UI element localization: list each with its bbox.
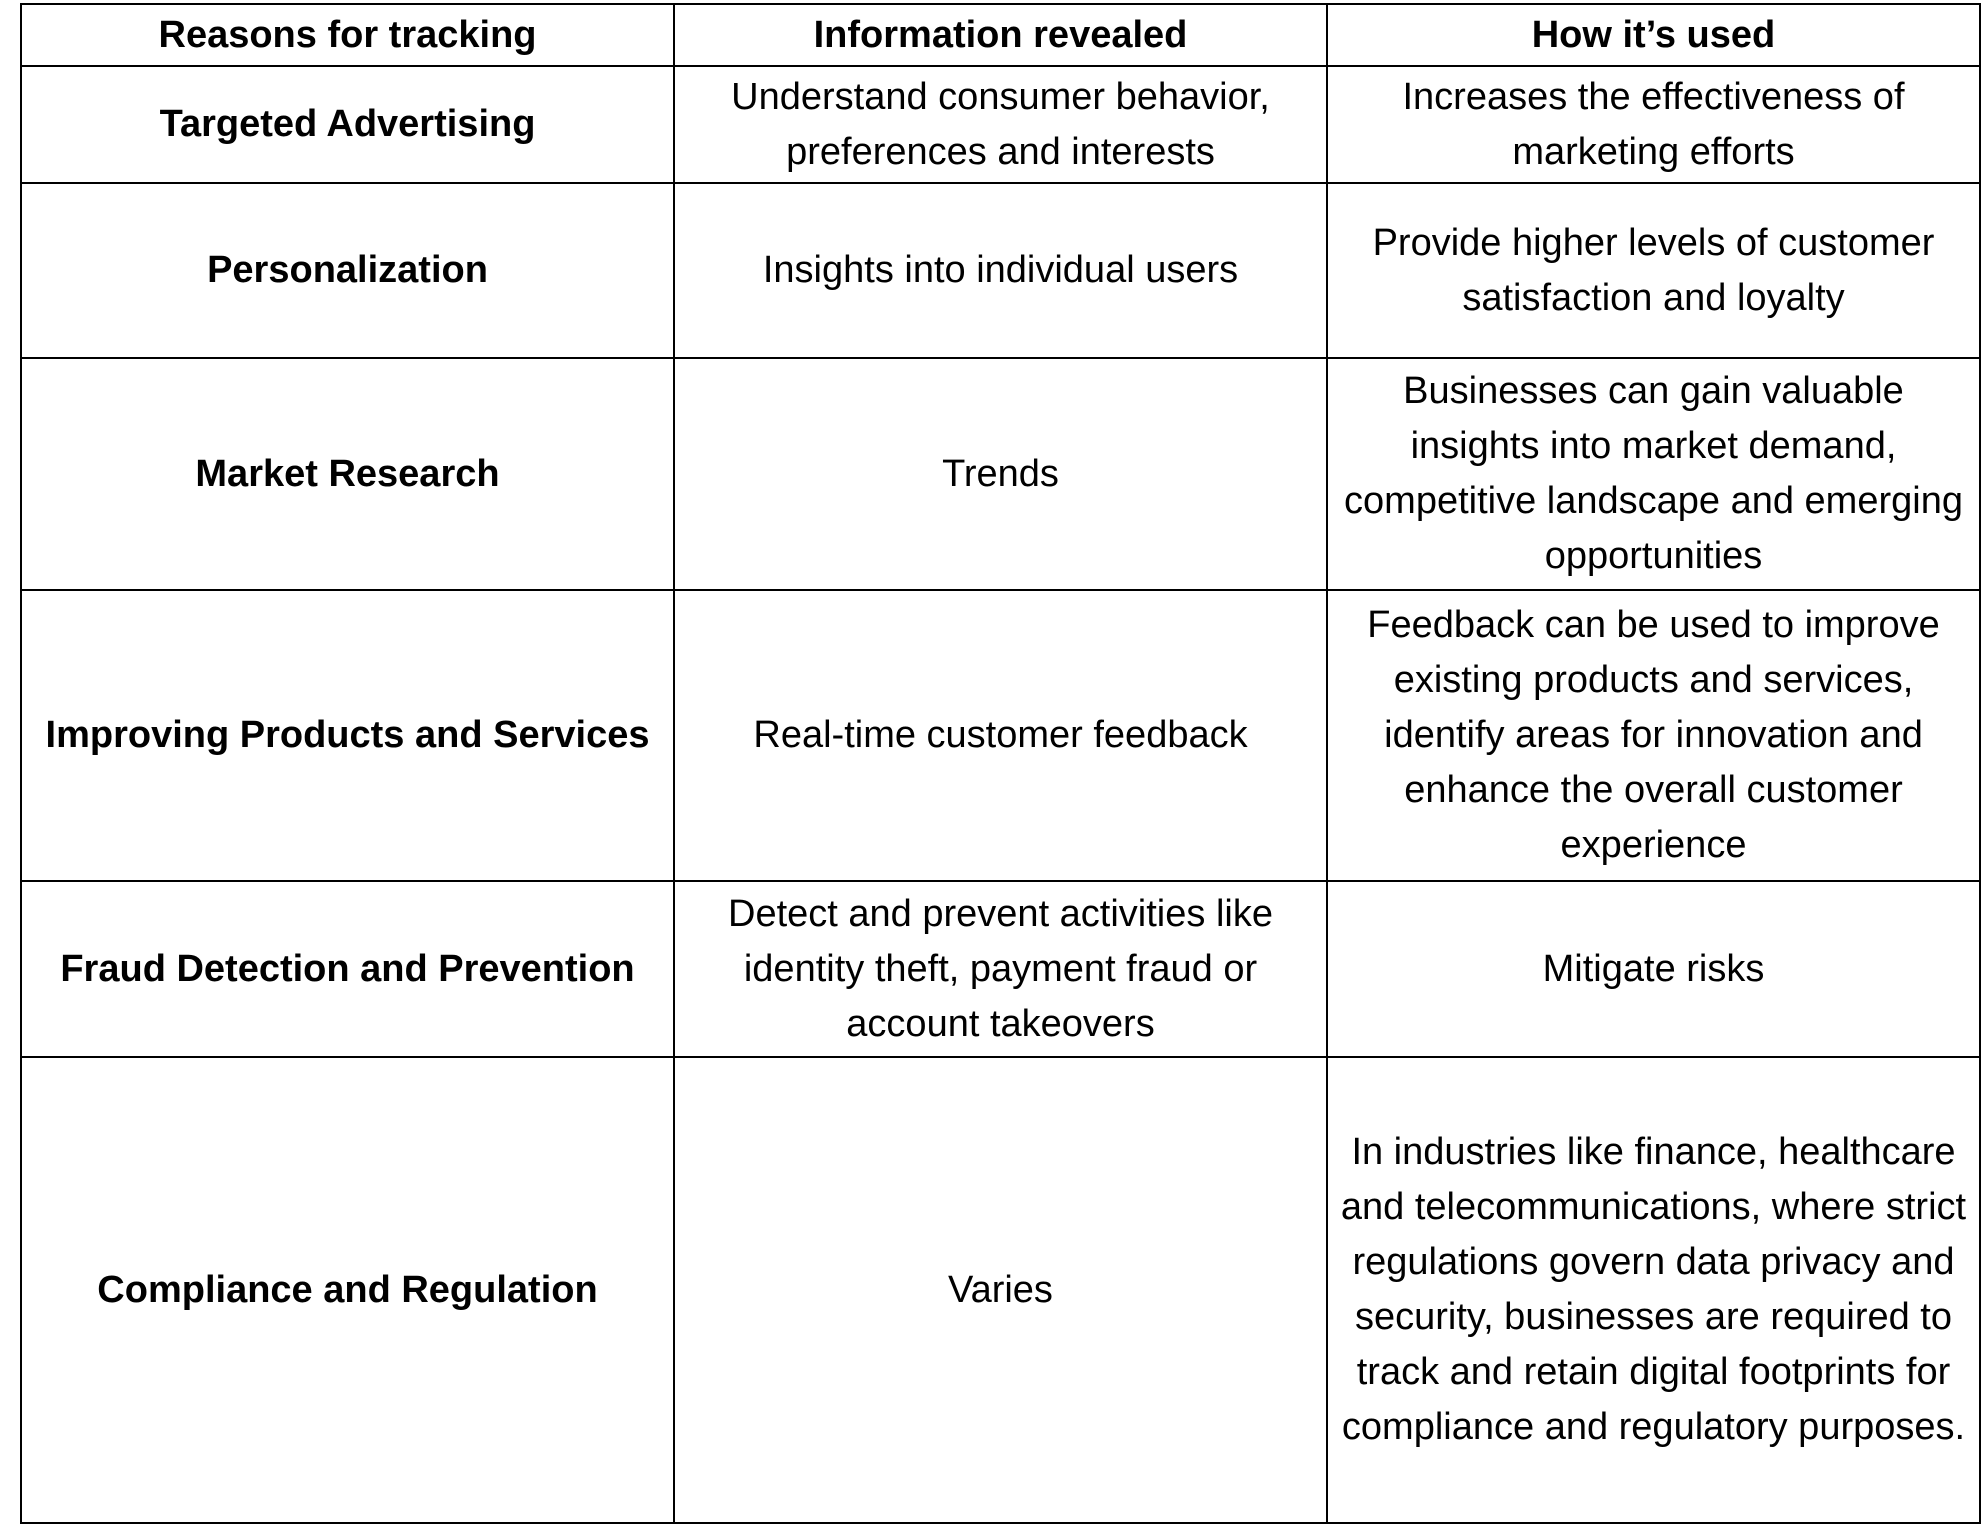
table-row	[21, 358, 1980, 590]
table-row	[21, 66, 1980, 183]
usage-cell: Provide higher levels of customer satisfaction and loyalty	[1327, 183, 1980, 358]
information-cell: Insights into individual users	[674, 183, 1327, 358]
reason-cell: Personalization	[21, 183, 674, 358]
table-row	[21, 881, 1980, 1057]
usage-cell: Feedback can be used to improve existing products and services, identify areas for innovation and enhance the overall customer experience	[1327, 590, 1980, 881]
table-header-row	[21, 4, 1980, 66]
usage-cell: Increases the effectiveness of marketing efforts	[1327, 66, 1980, 183]
usage-cell: Mitigate risks	[1327, 881, 1980, 1057]
table-row	[21, 183, 1980, 358]
information-cell: Trends	[674, 358, 1327, 590]
reason-cell: Targeted Advertising	[21, 66, 674, 183]
tracking-reasons-table-container	[20, 3, 1979, 1524]
column-header-information: Information revealed	[674, 4, 1327, 66]
usage-cell: In industries like finance, healthcare and telecommunications, where strict regulations govern data privacy and security, businesses are required to track and retain digital footprints for compliance and regulatory purposes.	[1327, 1057, 1980, 1523]
information-cell: Understand consumer behavior, preferences and interests	[674, 66, 1327, 183]
column-header-reasons: Reasons for tracking	[21, 4, 674, 66]
reason-cell: Compliance and Regulation	[21, 1057, 674, 1523]
information-cell: Real-time customer feedback	[674, 590, 1327, 881]
reason-cell: Market Research	[21, 358, 674, 590]
information-cell: Detect and prevent activities like identity theft, payment fraud or account takeovers	[674, 881, 1327, 1057]
information-cell: Varies	[674, 1057, 1327, 1523]
tracking-reasons-table	[20, 3, 1981, 1524]
column-header-usage: How it’s used	[1327, 4, 1980, 66]
usage-cell: Businesses can gain valuable insights into market demand, competitive landscape and emerging opportunities	[1327, 358, 1980, 590]
table-row	[21, 590, 1980, 881]
reason-cell: Fraud Detection and Prevention	[21, 881, 674, 1057]
reason-cell: Improving Products and Services	[21, 590, 674, 881]
table-row	[21, 1057, 1980, 1523]
